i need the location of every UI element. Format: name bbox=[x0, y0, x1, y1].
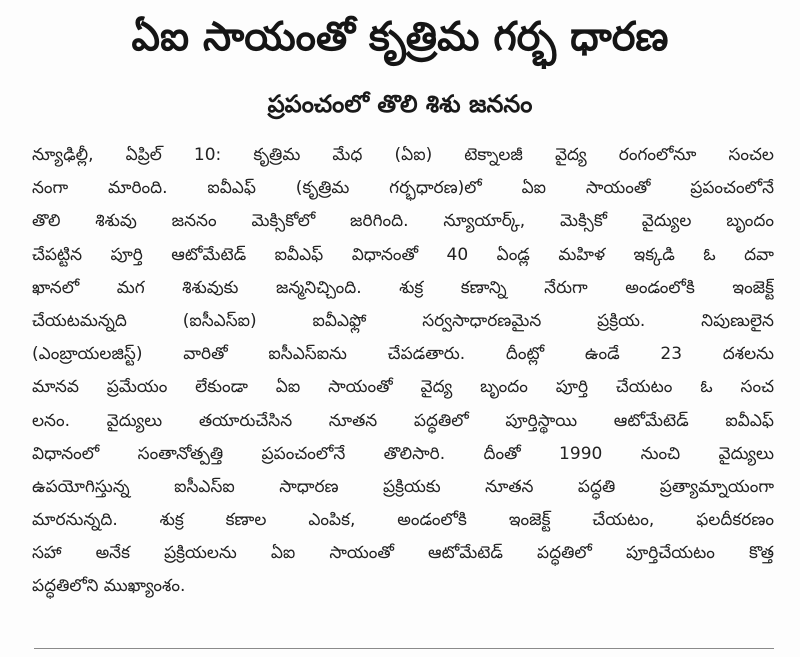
article-line: ఉపయోగిస్తున్న ఐసీఎస్ఐ సాధారణ ప్రక్రియకు నూతన పద్ధతి ప్రత్యామ్నాయంగా bbox=[32, 476, 774, 497]
headline: ఏఐ సాయంతో కృత్రిమ గర్భ ధారణ bbox=[131, 14, 669, 60]
article-line: చేయటమన్నది (ఐసీఎస్ఐ) ఐవీఎఫ్లో సర్వసాధారణమైన ప్రక్రియ. నిపుణులైన bbox=[32, 310, 774, 331]
article-line: లనం. వైద్యులు తయారుచేసిన నూతన పద్ధతిలో పూర్తిస్థాయి ఆటోమేటెడ్ ఐవీఎఫ్ bbox=[32, 410, 774, 431]
article-line: మానవ ప్రమేయం లేకుండా ఏఐ సాయంతో వైద్య బృందం పూర్తి చేయటం ఓ సంచ bbox=[32, 377, 774, 398]
article-line: న్యూఢిల్లీ, ఏప్రిల్ 10: కృత్రిమ మేధ (ఏఐ) టెక్నాలజీ వైద్య రంగంలోనూ సంచల bbox=[32, 145, 774, 165]
article-line: చేపట్టిన పూర్తి ఆటోమేటెడ్ ఐవీఎఫ్ విధానంతో 40 ఏండ్ల మహిళ ఇక్కడి ఓ దవా bbox=[32, 244, 774, 265]
article-line: నంగా మారింది. ఐవీఎఫ్ (కృత్రిమ గర్భధారణ)లో ఏఐ సాయంతో ప్రపంచంలోనే bbox=[32, 178, 774, 199]
article-line: (ఎంబ్రాయలజిస్ట్) వారితో ఐసీఎస్ఐను చేపడతారు. దీంట్లో ఉండే 23 దశలను bbox=[32, 344, 774, 365]
subheadline: ప్రపంచంలో తొలి శిశు జననం bbox=[267, 90, 533, 118]
article-line: ఖానలో మగ శిశువుకు జన్మనిచ్చింది. శుక్ర కణాన్ని నేరుగా అండంలోకి ఇంజెక్ట్ bbox=[32, 277, 774, 298]
article-line: తొలి శిశువు జననం మెక్సికోలో జరిగింది. న్యూయార్క్, మెక్సికో వైద్యుల బృందం bbox=[32, 211, 774, 232]
article-line: పద్ధతిలోని ముఖ్యాంశం. bbox=[32, 576, 186, 597]
article-line: మారనున్నది. శుక్ర కణాల ఎంపిక, అండంలోకి ఇంజెక్ట్ చేయటం, ఫలదీకరణం bbox=[32, 510, 774, 531]
bottom-divider bbox=[34, 648, 774, 649]
article-line: విధానంలో సంతానోత్పత్తి ప్రపంచంలోనే తొలిసారి. దీంతో 1990 నుంచి వైద్యులు bbox=[32, 443, 774, 464]
article-line: సహా అనేక ప్రక్రియలను ఏఐ సాయంతో ఆటోమేటెడ్ పద్ధతిలో పూర్తిచేయటం కొత్త bbox=[32, 543, 774, 564]
article-body bbox=[32, 139, 774, 604]
